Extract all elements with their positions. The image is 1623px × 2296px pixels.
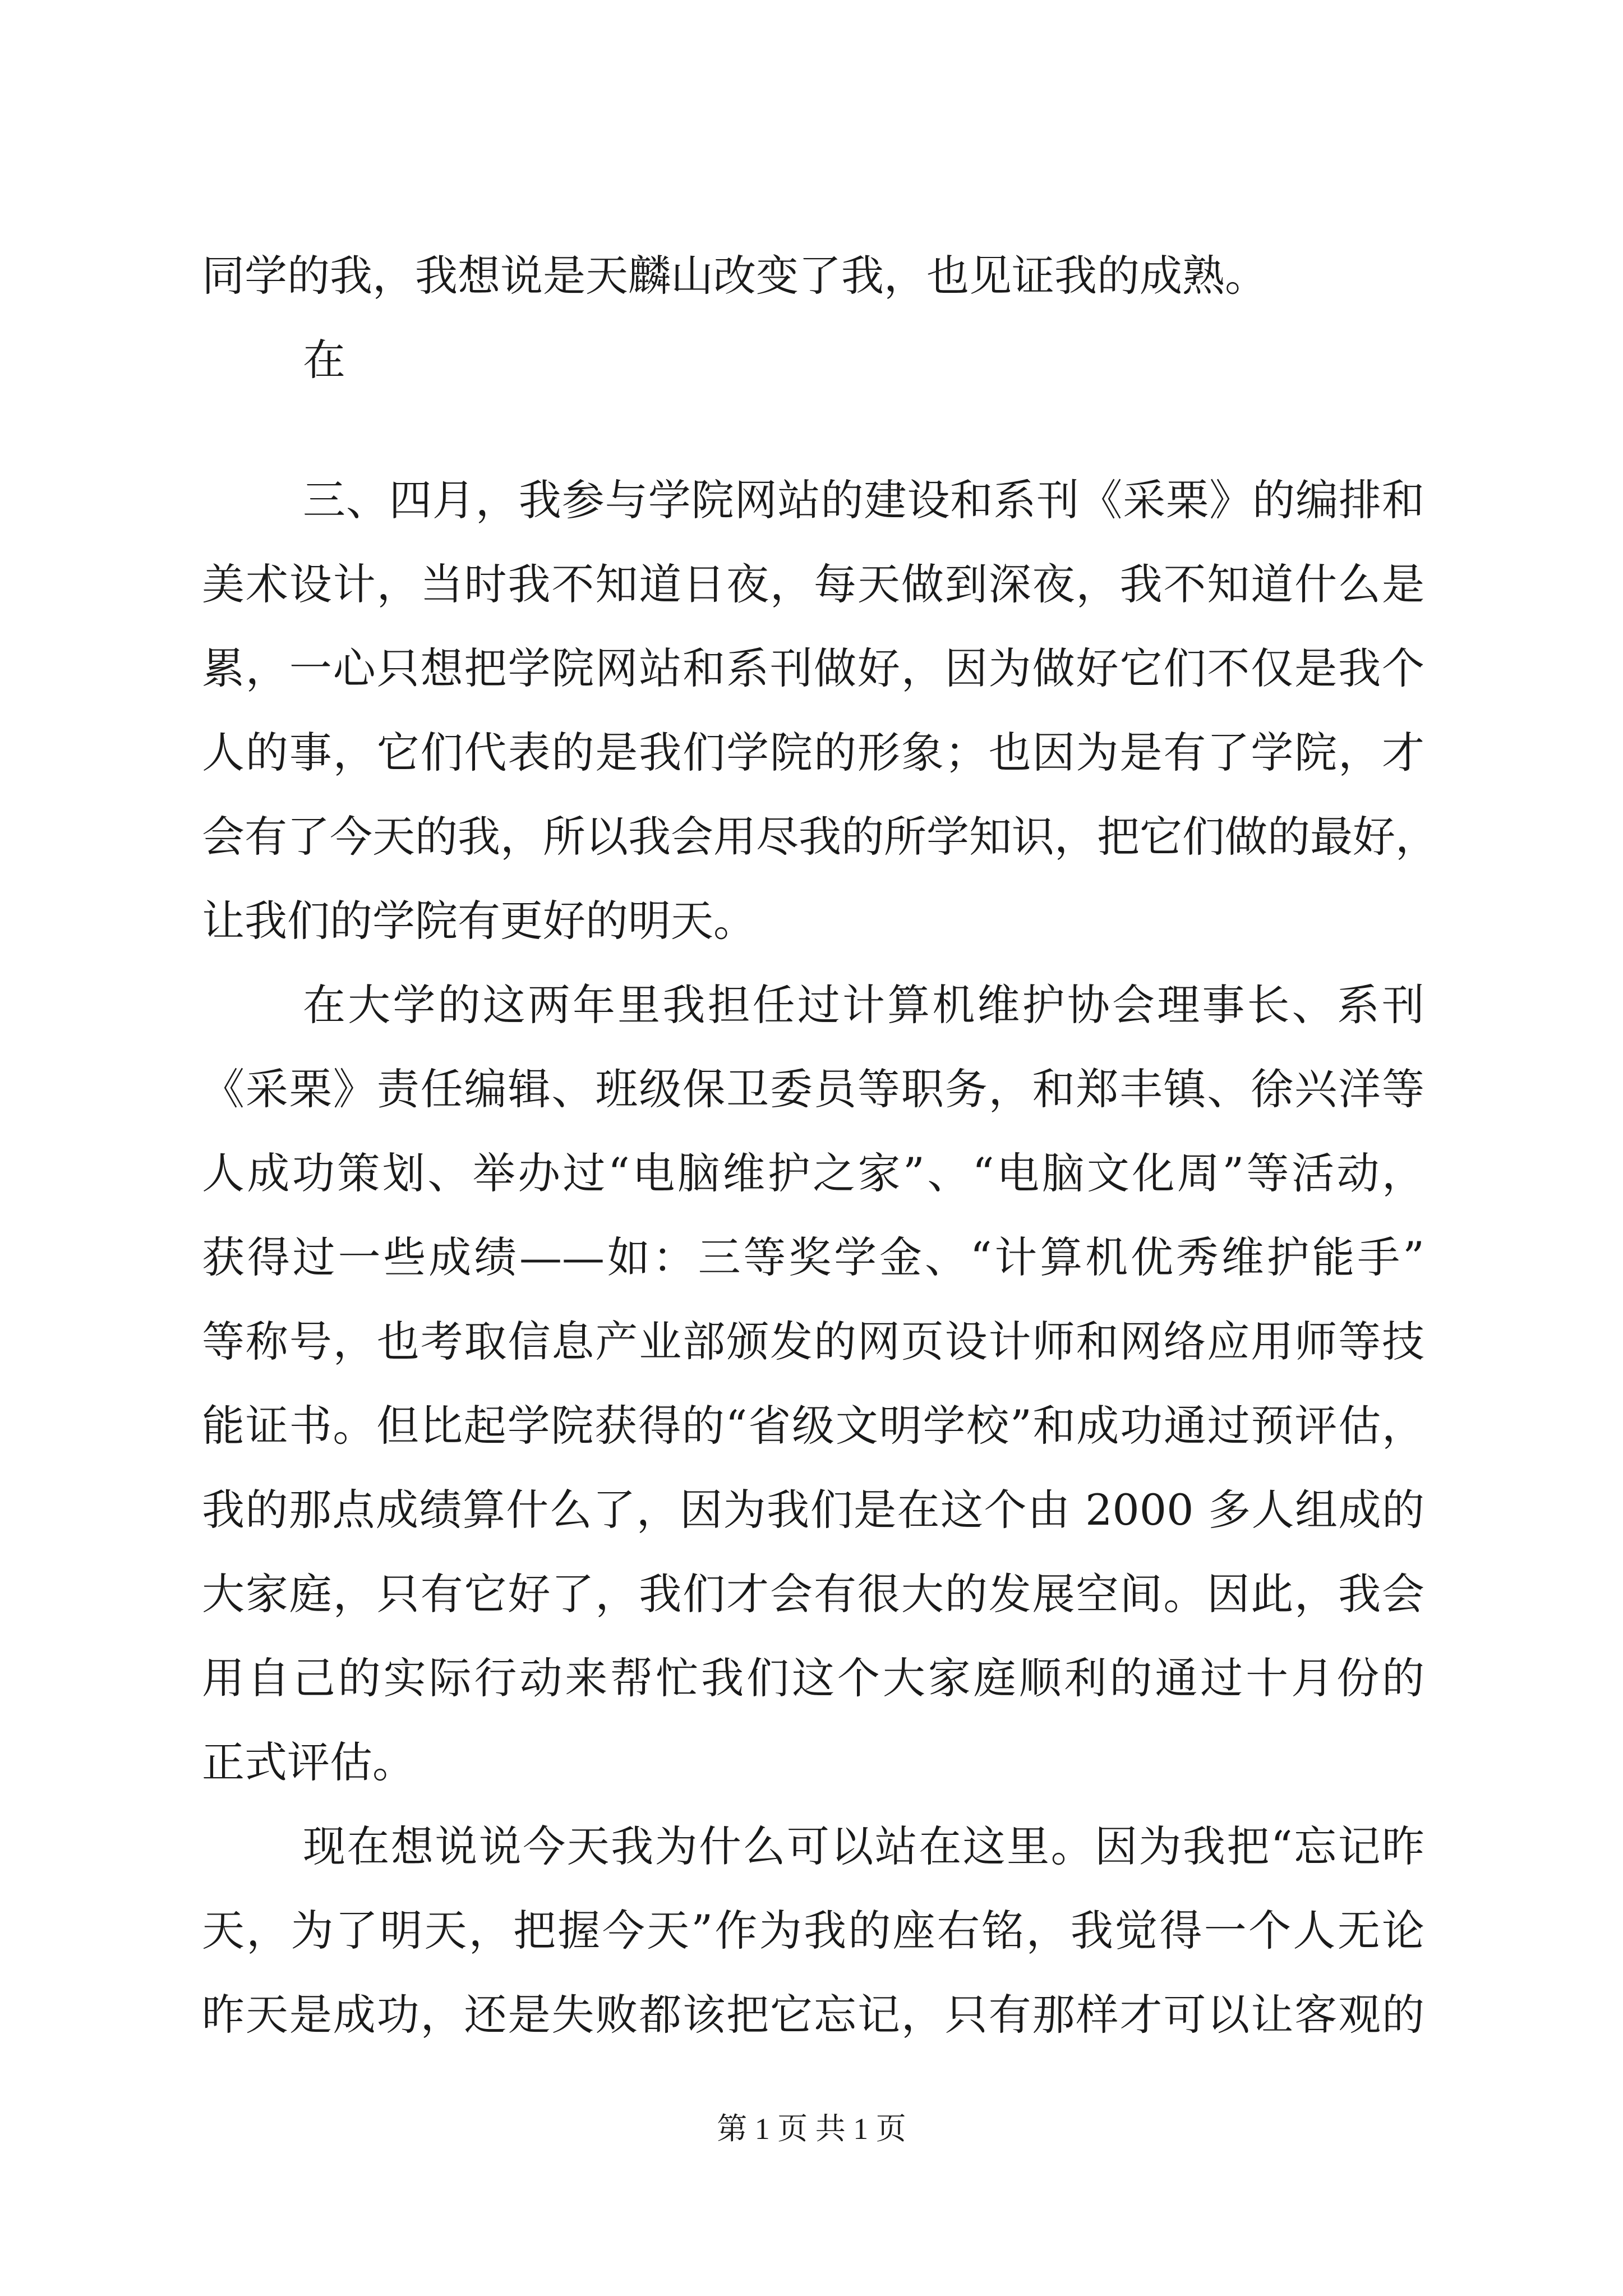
text-line: 在 [303,335,345,385]
text-line: 天，为了明天，把握今天”作为我的座右铭，我觉得一个人无论 [202,1906,1424,1955]
text-line: 获得过一些成绩——如：三等奖学金、“计算机优秀维护能手” [202,1232,1424,1282]
text-line: 等称号，也考取信息产业部颁发的网页设计师和网络应用师等技 [202,1317,1424,1366]
text-line: 三、四月，我参与学院网站的建设和系刊《采栗》的编排和 [303,475,1424,525]
page-footer: 第 1 页 共 1 页 [717,2112,906,2146]
text-line: 人的事，它们代表的是我们学院的形象；也因为是有了学院，才 [202,728,1424,777]
text-line: 累，一心只想把学院网站和系刊做好，因为做好它们不仅是我个 [202,643,1424,693]
text-line: 让我们的学院有更好的明天。 [202,896,756,946]
text-line: 在大学的这两年里我担任过计算机维护协会理事长、系刊 [303,980,1424,1030]
text-line: 现在想说说今天我为什么可以站在这里。因为我把“忘记昨 [303,1821,1424,1871]
text-line: 正式评估。 [202,1737,415,1787]
text-line: 同学的我，我想说是天麟山改变了我，也见证我的成熟。 [202,251,1267,301]
text-line: 大家庭，只有它好了，我们才会有很大的发展空间。因此，我会 [202,1569,1424,1619]
text-line: 会有了今天的我，所以我会用尽我的所学知识，把它们做的最好， [202,812,1438,862]
text-line: 用自己的实际行动来帮忙我们这个大家庭顺利的通过十月份的 [202,1653,1424,1703]
text-line: 《采栗》责任编辑、班级保卫委员等职务，和郑丰镇、徐兴洋等 [202,1064,1424,1114]
text-line: 美术设计，当时我不知道日夜，每天做到深夜，我不知道什么是 [202,559,1424,609]
text-line: 我的那点成绩算什么了，因为我们是在这个由 2000 多人组成的 [202,1485,1424,1535]
text-line: 昨天是成功，还是失败都该把它忘记，只有那样才可以让客观的 [202,1990,1424,2040]
text-line: 能证书。但比起学院获得的“省级文明学校”和成功通过预评估， [202,1401,1424,1451]
text-line: 人成功策划、举办过“电脑维护之家”、“电脑文化周”等活动， [202,1148,1424,1198]
